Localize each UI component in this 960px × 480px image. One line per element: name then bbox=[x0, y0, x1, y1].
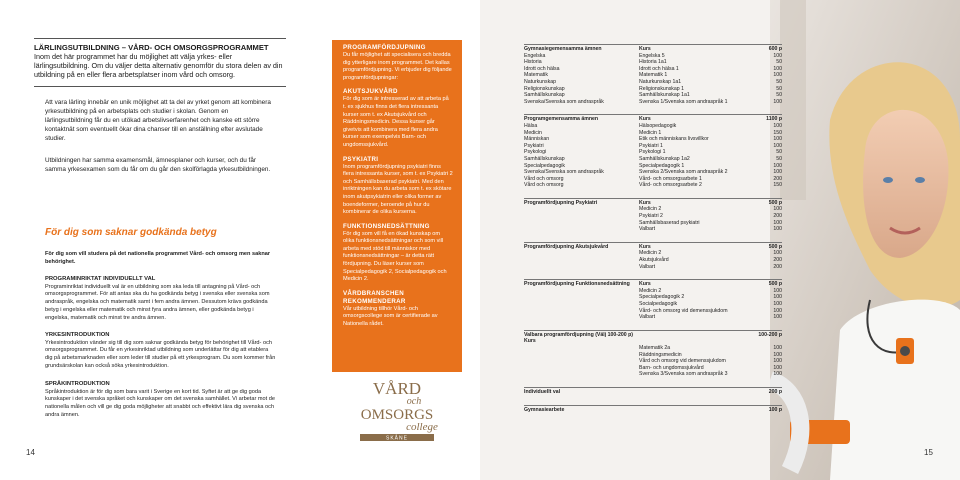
section-text: Inom programfördjupning psykiatri finns flera intressanta kurser, som t. ex Psykiatri 2 och Samhällsbaserad psykiatri. Med den inriktningen kan du arbeta som t. ex skötare inom akutpsykiatrin eller olika former av boendeformer, beroende på hur du kombinerar de olika kurserna. bbox=[343, 163, 453, 216]
header-cell: Gymnasiearbete bbox=[524, 406, 565, 413]
table-cell bbox=[524, 206, 639, 213]
course-section-header bbox=[524, 46, 782, 53]
table-cell bbox=[524, 250, 639, 257]
table-cell: Valbart bbox=[639, 226, 656, 233]
table-cell: 50 bbox=[776, 92, 782, 99]
table-row bbox=[524, 294, 782, 301]
block-programinriktat bbox=[45, 276, 277, 322]
table-row bbox=[524, 149, 782, 156]
table-cell: Idrott och hälsa 1 bbox=[639, 65, 679, 72]
table-cell: 100 bbox=[773, 219, 782, 226]
table-cell: 100 bbox=[773, 294, 782, 301]
table-cell bbox=[524, 226, 639, 233]
table-cell: Svenska 1/Svenska som andraspråk 1 bbox=[639, 98, 728, 105]
table-cell: 100 bbox=[773, 358, 782, 365]
subheading-text: För dig som vill studera på det nationella programmet Vård- och omsorg men saknar behörighet. bbox=[45, 251, 271, 265]
intro-title: LÄRLINGSUTBILDNING – VÅRD- OCH OMSORGSPROGRAMMET bbox=[34, 43, 269, 52]
table-row bbox=[524, 169, 782, 176]
table-cell: 200 bbox=[773, 257, 782, 264]
table-cell: 100 bbox=[773, 287, 782, 294]
table-cell: 100 bbox=[773, 371, 782, 378]
table-cell: 100 bbox=[773, 65, 782, 72]
table-cell: 100 bbox=[773, 98, 782, 105]
table-cell: 50 bbox=[776, 78, 782, 85]
table-cell bbox=[524, 314, 639, 321]
table-cell: 100 bbox=[773, 142, 782, 149]
course-section-header bbox=[524, 407, 782, 414]
block-text: Språkintroduktion är för dig som bara varit i Sverige en kort tid. Syftet är att ge dig goda kunskaper i det svenska språket och kunskaper om det svenska samhället. Vi arbetar mot de nationella målen och vill ge dig goda möjligheter att snabbt och effektivt lära dig svenska och andra ämnen. bbox=[45, 388, 275, 418]
table-cell bbox=[524, 288, 639, 295]
table-cell bbox=[524, 365, 639, 372]
course-section-header bbox=[524, 200, 782, 207]
block-yrkesintroduktion bbox=[45, 332, 277, 371]
table-cell: Svenska/Svenska som andraspråk bbox=[524, 98, 604, 105]
header-cell: Kurs bbox=[639, 46, 651, 52]
header-cell: Programfördjupning Akutsjukvård bbox=[524, 243, 609, 250]
table-cell: Specialpedagogik bbox=[524, 162, 565, 169]
table-cell: Medicin 2 bbox=[639, 250, 662, 257]
table-row bbox=[524, 308, 782, 315]
paragraph-apprentice: Att vara lärling innebär en unik möjlighet att ta del av yrket genom att kombinera yrkesutbildning på en arbetsplats och studier i skolan. Genom en lärlingsutbildning får du en utökad arbetslivserfarenhet och kanske ett större kontaktnät som eventuellt ökar dina chanser till en anställning efter avslutade studier. bbox=[45, 99, 271, 142]
section-text: Du får möjlighet att specialisera och bredda dig ytterligare inom programmet. Det kallas programfördjupning. Vi erbjuder dig följande programfördjupningar: bbox=[343, 52, 452, 81]
left-page bbox=[0, 0, 320, 480]
section-text: För dig som är intresserad av att arbeta på t. ex sjukhus finns det flera intressanta kurser som t. ex Akutsjukvård och Räddningsmedicin. Dessa kurser går givetvis att kombinera med flera andra kurser som exempelvis Barn- och ungdomssjukvård. bbox=[343, 96, 449, 148]
table-cell: 200 bbox=[773, 213, 782, 220]
course-section bbox=[524, 387, 782, 396]
table-cell bbox=[524, 352, 639, 359]
logo-line-1: VÅRD bbox=[372, 379, 422, 398]
table-cell: Vård och omsorg bbox=[524, 175, 564, 182]
table-cell: 100 bbox=[773, 72, 782, 79]
nurse-photo bbox=[770, 0, 960, 480]
table-cell: Svenska/Svenska som andraspråk bbox=[524, 169, 604, 176]
table-cell: Naturkunskap 1a1 bbox=[639, 78, 682, 85]
table-cell: Svenska 2/Svenska som andraspråk 2 bbox=[639, 169, 728, 176]
table-cell: Religionskunskap bbox=[524, 85, 565, 92]
table-cell: Specialpedagogik 2 bbox=[639, 294, 685, 301]
block-sprakintroduktion bbox=[45, 381, 277, 420]
table-cell: Psykiatri 2 bbox=[639, 213, 663, 220]
table-cell: Medicin bbox=[524, 129, 542, 136]
header-cell: Gymnasiegemensamma ämnen bbox=[524, 46, 602, 52]
table-cell: 150 bbox=[773, 182, 782, 189]
paragraph-education: Utbildningen har samma examensmål, ämnesplaner och kurser, och du får samma yrkesexamen som du får om du går den skolförlagda yrkesutbildningen. bbox=[45, 157, 271, 173]
table-cell: 150 bbox=[773, 129, 782, 136]
table-row bbox=[524, 156, 782, 163]
header-cell: 500 p bbox=[768, 243, 782, 250]
table-cell: Valbart bbox=[639, 314, 656, 321]
table-row bbox=[524, 220, 782, 227]
course-section-header bbox=[524, 332, 782, 345]
table-cell bbox=[524, 345, 639, 352]
table-row bbox=[524, 358, 782, 365]
logo-region: SKÅNE bbox=[386, 435, 408, 442]
course-section-header bbox=[524, 244, 782, 251]
table-cell: 50 bbox=[776, 149, 782, 156]
intro-text: Inom det här programmet har du möjlighet att välja yrkes- eller lärlingsutbildning. Om du väljer detta alternativ genomför du stora delen av din utbildning på en eller flera arbetsplatser inom vård och omsorg. bbox=[34, 52, 283, 80]
table-row bbox=[524, 53, 782, 60]
header-cell: 1100 p bbox=[766, 116, 782, 123]
table-cell: Vård- och omsorgsarbete 2 bbox=[639, 182, 702, 189]
course-section-header bbox=[524, 116, 782, 123]
table-cell: Psykologi 1 bbox=[639, 149, 666, 156]
header-cell: Valbara programfördjupning (Välj 100-200 p) Kurs bbox=[524, 331, 633, 345]
table-row bbox=[524, 86, 782, 93]
table-cell: Hälsa bbox=[524, 122, 538, 129]
course-section bbox=[524, 279, 782, 321]
table-cell: Samhällskunskap 1a2 bbox=[639, 155, 690, 162]
table-cell: 100 bbox=[773, 136, 782, 143]
logo-line-3: OMSORGS bbox=[360, 407, 434, 423]
section-title: VÅRDBRANSCHEN REKOMMENDERAR bbox=[343, 289, 406, 305]
block-title: YRKESINTRODUKTION bbox=[45, 332, 110, 338]
course-table bbox=[524, 44, 782, 422]
table-row bbox=[524, 371, 782, 378]
header-cell: Individuellt val bbox=[524, 388, 561, 395]
table-cell: 100 bbox=[773, 206, 782, 213]
table-cell: Naturkunskap bbox=[524, 78, 557, 85]
course-section bbox=[524, 114, 782, 189]
header-cell bbox=[639, 407, 754, 414]
table-cell bbox=[524, 308, 639, 315]
section-title: FUNKTIONSNEDSÄTTNING bbox=[343, 222, 430, 230]
table-cell: Vård och omsorg vid demenssjukdom bbox=[639, 358, 726, 365]
table-cell: Historia bbox=[524, 59, 542, 66]
table-cell: Valbart bbox=[639, 263, 656, 270]
table-cell: Medicin 2 bbox=[639, 206, 662, 213]
table-row bbox=[524, 143, 782, 150]
table-cell: 100 bbox=[773, 364, 782, 371]
table-row bbox=[524, 130, 782, 137]
table-row bbox=[524, 123, 782, 130]
table-cell: Historia 1a1 bbox=[639, 59, 667, 66]
table-cell: Psykiatri bbox=[524, 142, 544, 149]
table-cell bbox=[524, 213, 639, 220]
table-cell: Räddningsmedicin bbox=[639, 351, 682, 358]
table-row bbox=[524, 79, 782, 86]
table-cell: 100 bbox=[773, 162, 782, 169]
table-row bbox=[524, 226, 782, 233]
table-row bbox=[524, 264, 782, 271]
table-cell: 50 bbox=[776, 59, 782, 66]
table-cell: Religionskunskap 1 bbox=[639, 85, 684, 92]
header-cell: Kurs bbox=[639, 116, 651, 123]
table-row bbox=[524, 345, 782, 352]
block-title: SPRÅKINTRODUKTION bbox=[45, 381, 110, 387]
table-cell bbox=[524, 220, 639, 227]
logo-line-4: college bbox=[406, 421, 438, 433]
table-row bbox=[524, 206, 782, 213]
table-row bbox=[524, 288, 782, 295]
table-row bbox=[524, 257, 782, 264]
course-section bbox=[524, 44, 782, 105]
header-cell: Kurs bbox=[639, 281, 651, 288]
header-cell bbox=[639, 332, 754, 345]
table-cell: Akutsjukvård bbox=[639, 257, 669, 264]
page-number-right: 15 bbox=[924, 448, 933, 457]
table-cell: Barn- och ungdomssjukvård bbox=[639, 364, 704, 371]
table-cell: Socialpedagogik bbox=[639, 301, 678, 307]
section-text: För dig som vill få en ökad kunskap om olika funktionsnedsättningar och som vill arbeta med stöd till människor med funktionsnedsättningar – är detta rätt fördjupning. Du läser kurser som Specialpedagogik 2, Socialpedagogik och Medicin 2. bbox=[343, 230, 447, 283]
table-cell: Vård- och omsorgsarbete 1 bbox=[639, 175, 702, 182]
course-section bbox=[524, 198, 782, 233]
table-row bbox=[524, 301, 782, 308]
table-cell: Matematik 2a bbox=[639, 344, 671, 351]
table-row bbox=[524, 182, 782, 189]
header-cell: 200 p bbox=[768, 388, 782, 395]
header-cell bbox=[639, 389, 754, 396]
table-cell: 100 bbox=[773, 307, 782, 314]
course-section-header bbox=[524, 389, 782, 396]
table-row bbox=[524, 136, 782, 143]
table-cell: Idrott och hälsa bbox=[524, 65, 560, 72]
table-cell bbox=[524, 371, 639, 378]
block-title: PROGRAMINRIKTAT INDIVIDUELLT VAL bbox=[45, 276, 156, 282]
table-cell: Psykologi bbox=[524, 149, 547, 156]
page-number-left: 14 bbox=[26, 448, 35, 457]
course-section bbox=[524, 242, 782, 270]
table-cell: Specialpedagogik 1 bbox=[639, 162, 685, 169]
table-cell: Svenska 3/Svenska som andraspråk 3 bbox=[639, 371, 728, 378]
section-title: AKUTSJUKVÅRD bbox=[343, 88, 398, 96]
table-cell: Vård och omsorg bbox=[524, 182, 564, 189]
block-text: Programinriktat individuellt val är en utbildning som ska leda till antagning på Vård- och omsorgsprogrammet. För att antas ska du ha godkända betyg i svenska eller svenska som andraspråk, engelska och matematik samt i fem andra ämnen. Dessutom krävs godkända betyg i engelska eller matematik och minst fyra andra ämnen, eller godkända betyg i engelska, matematik och minst tre andra ämnen. bbox=[45, 283, 270, 321]
table-row bbox=[524, 213, 782, 220]
header-cell: Programgemensamma ämnen bbox=[524, 116, 599, 123]
table-row bbox=[524, 66, 782, 73]
table-cell: Psykiatri 1 bbox=[639, 142, 663, 149]
subheading-no-grades: För dig som saknar godkända betyg bbox=[45, 227, 217, 238]
table-row bbox=[524, 72, 782, 79]
table-cell bbox=[524, 264, 639, 271]
table-cell: 100 bbox=[773, 344, 782, 351]
section-title: PROGRAMFÖRDJUPNING bbox=[343, 44, 426, 51]
table-cell: 100 bbox=[773, 169, 782, 176]
table-cell: Matematik 1 bbox=[639, 72, 668, 79]
table-row bbox=[524, 99, 782, 106]
logo-line-2: och bbox=[406, 396, 422, 407]
table-cell bbox=[524, 358, 639, 365]
course-section-header bbox=[524, 281, 782, 288]
header-cell: Programfördjupning Funktionsnedsättning bbox=[524, 281, 630, 288]
vard-och-omsorgscollege-logo bbox=[332, 372, 462, 448]
header-cell: Kurs bbox=[639, 243, 651, 250]
table-row bbox=[524, 59, 782, 66]
course-section bbox=[524, 405, 782, 414]
table-cell: Medicin 1 bbox=[639, 129, 662, 136]
table-cell: Samhällskunskap 1a1 bbox=[639, 92, 690, 99]
table-cell: 200 bbox=[773, 175, 782, 182]
table-row bbox=[524, 314, 782, 321]
table-row bbox=[524, 92, 782, 99]
table-cell bbox=[524, 294, 639, 301]
table-cell: Medicin 2 bbox=[639, 287, 662, 294]
table-cell: 100 bbox=[773, 52, 782, 59]
table-cell: 100 bbox=[773, 301, 782, 307]
header-cell: 100-200 p bbox=[758, 331, 782, 338]
table-cell: 50 bbox=[776, 155, 782, 162]
table-cell: 200 bbox=[773, 263, 782, 270]
table-cell: 100 bbox=[773, 351, 782, 358]
section-title: PSYKIATRI bbox=[343, 155, 379, 163]
table-cell: Engelska 5 bbox=[639, 52, 665, 59]
header-cell: 100 p bbox=[768, 406, 782, 413]
table-cell: Människan bbox=[524, 136, 550, 143]
intro-box bbox=[34, 38, 286, 87]
table-cell bbox=[524, 257, 639, 264]
block-text: Yrkesintroduktion vänder sig till dig som saknar godkända betyg för behörighet till Vård- och omsorgsprogrammet. Du får en yrkesinriktad utbildning som underlättar för dig att etablera dig på arbetsmarknaden eller som leder till studier på ett yrkesprogram. Du som kommer från grundsärskolan kan också söka yrkesintroduktion. bbox=[45, 339, 276, 369]
table-cell: Hälsopedagogik bbox=[639, 122, 677, 129]
table-cell: 100 bbox=[773, 226, 782, 233]
table-cell: Matematik bbox=[524, 72, 548, 79]
header-cell: 600 p bbox=[768, 46, 782, 52]
header-cell: 500 p bbox=[768, 281, 782, 288]
table-cell bbox=[524, 301, 639, 308]
table-cell: 100 bbox=[773, 250, 782, 257]
table-cell: Samhällsbaserad psykiatri bbox=[639, 219, 700, 226]
header-cell: Programfördjupning Psykiatri bbox=[524, 199, 598, 206]
header-cell: Kurs bbox=[639, 199, 651, 206]
table-cell: Etik och människans livsvillkor bbox=[639, 136, 709, 143]
table-cell: Vård- och omsorg vid demenssjukdom bbox=[639, 307, 728, 314]
table-cell: 50 bbox=[776, 85, 782, 92]
table-cell: Samhällskunskap bbox=[524, 92, 565, 99]
course-section bbox=[524, 330, 782, 378]
table-cell: Engelska bbox=[524, 52, 546, 59]
table-cell: Samhällskunskap bbox=[524, 155, 565, 162]
table-cell: 100 bbox=[773, 122, 782, 129]
table-cell: 100 bbox=[773, 314, 782, 321]
header-cell: 500 p bbox=[768, 199, 782, 206]
section-text: Vår utbildning tillhör Vård- och omsorgscollege som är certifierade av Nationella rådet. bbox=[343, 305, 438, 328]
